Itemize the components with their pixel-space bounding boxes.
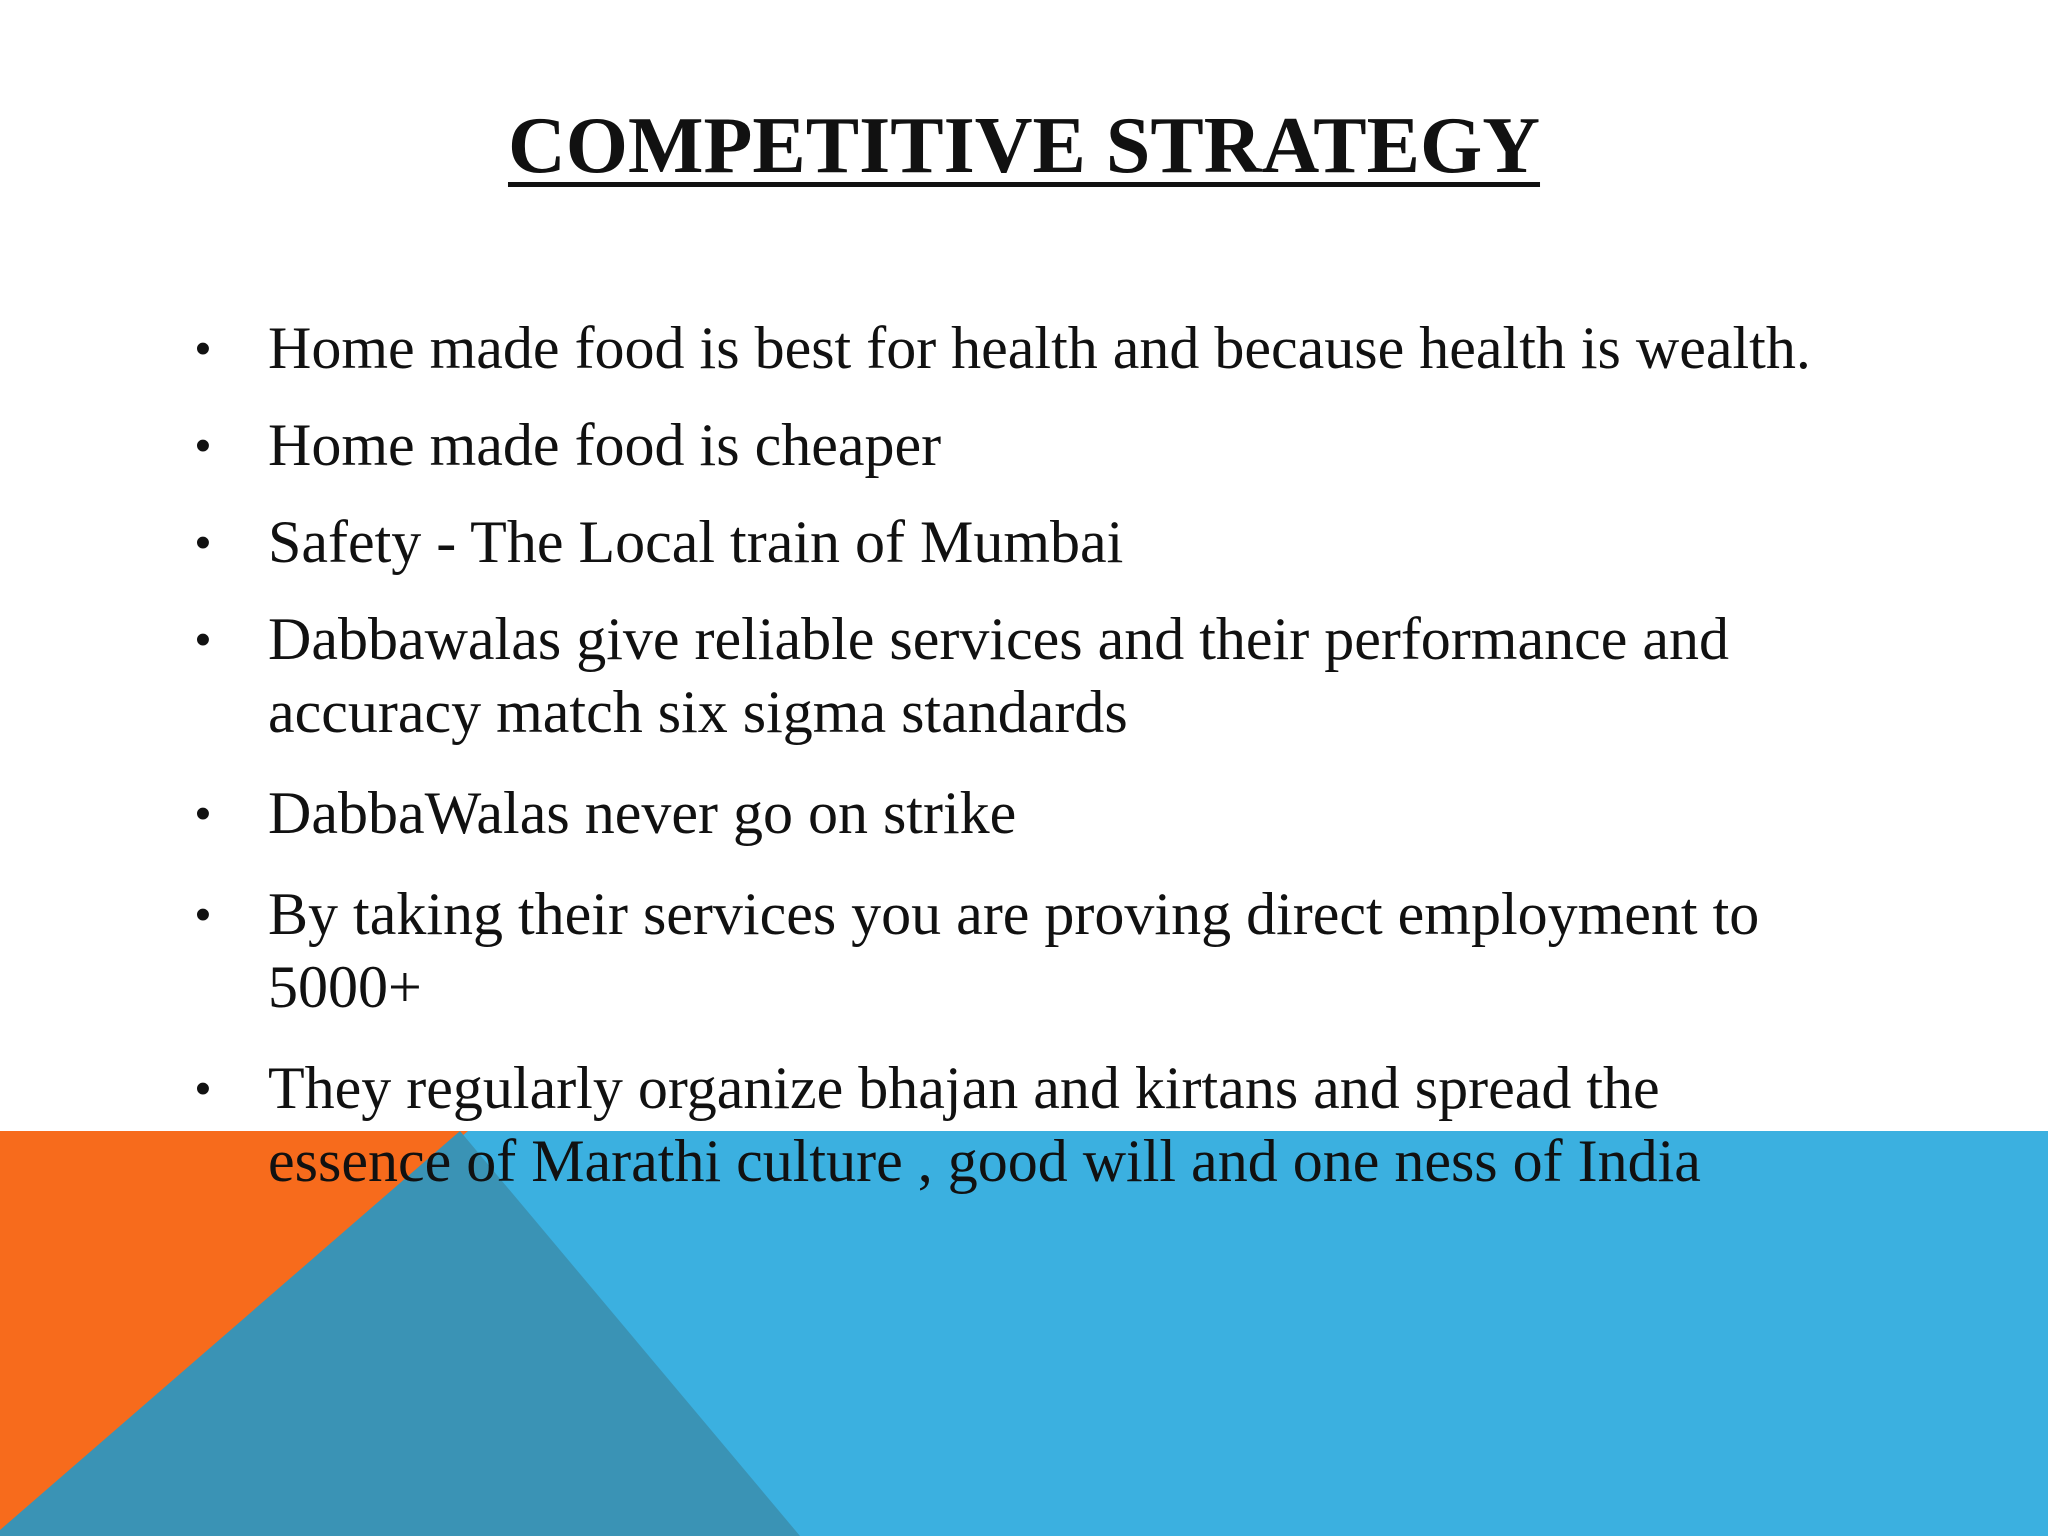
bullet-icon: •	[195, 518, 211, 567]
bullet-list	[188, 312, 1828, 1222]
bullet-item	[188, 603, 1828, 749]
bullet-text: Safety - The Local train of Mumbai	[268, 509, 1124, 575]
bullet-item	[188, 409, 1828, 482]
bullet-icon: •	[195, 421, 211, 470]
bullet-text: Home made food is cheaper	[268, 412, 942, 478]
bullet-item	[188, 878, 1828, 1024]
bullet-text: DabbaWalas never go on strike	[268, 780, 1017, 846]
bullet-text: By taking their services you are proving direct employment to 5000+	[268, 881, 1760, 1020]
bullet-item	[188, 312, 1828, 385]
bullet-text: They regularly organize bhajan and kirtans and spread the essence of Marathi culture , good will and one ness of India	[268, 1055, 1701, 1194]
bullet-icon: •	[195, 890, 211, 939]
bullet-item	[188, 1052, 1828, 1198]
bullet-text: Dabbawalas give reliable services and their performance and accuracy match six sigma standards	[268, 606, 1729, 745]
bullet-icon: •	[195, 615, 211, 664]
bullet-text: Home made food is best for health and because health is wealth.	[268, 315, 1811, 381]
slide-title: COMPETITIVE STRATEGY	[507, 102, 1541, 190]
bullet-icon: •	[195, 324, 211, 373]
bullet-item	[188, 777, 1828, 850]
bullet-icon: •	[195, 1064, 211, 1113]
bullet-item	[188, 506, 1828, 579]
bullet-icon: •	[195, 789, 211, 838]
